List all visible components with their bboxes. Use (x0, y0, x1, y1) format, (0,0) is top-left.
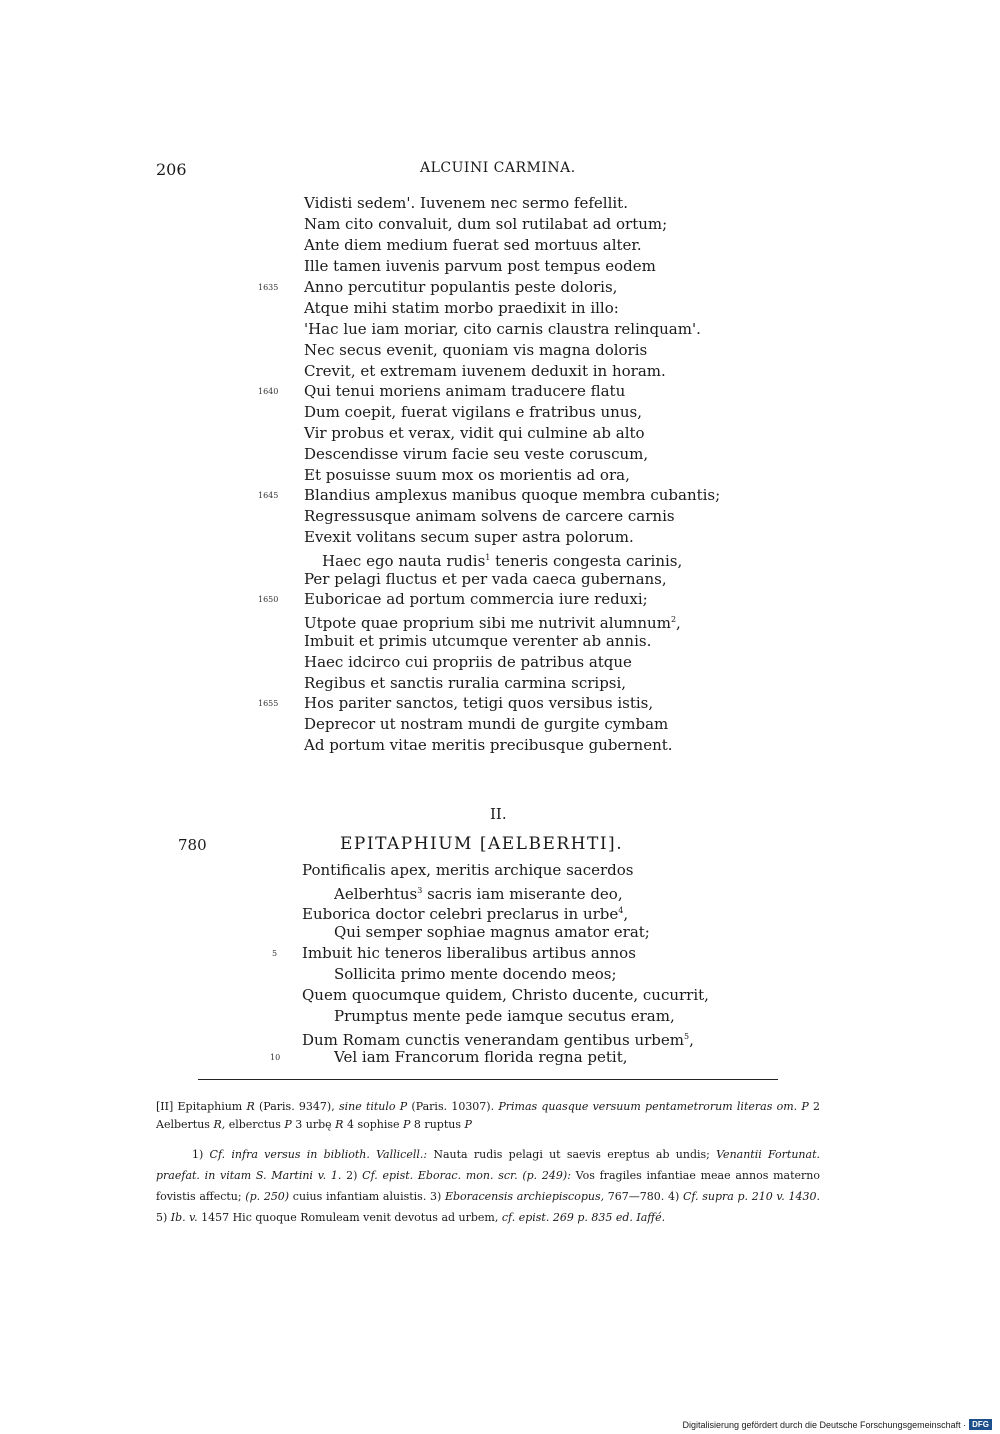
verse-line: Euboricae ad portum commercia iure reduxi; (304, 590, 648, 608)
footnote-marker: 5 (684, 1032, 690, 1041)
apparatus-text: 4 sophise (343, 1118, 404, 1131)
verse-line: Deprecor ut nostram mundi de gurgite cymbam (304, 715, 669, 733)
verse-line: Blandius amplexus manibus quoque membra cubantis; (304, 486, 721, 504)
verse-line: Nec secus evenit, quoniam vis magna doloris (304, 341, 648, 359)
apparatus-text: (Paris. 9347), (254, 1100, 339, 1113)
verse-text: Euborica doctor celebri preclarus in urbe (302, 905, 619, 923)
footnote-marker: 4 (618, 906, 624, 915)
apparatus-text: sine titulo P (338, 1100, 408, 1113)
section-number: II. (490, 805, 507, 823)
page-number: 206 (156, 160, 187, 179)
verse-line: Hos pariter sanctos, tetigi quos versibus istis, (304, 694, 654, 712)
section-title: EPITAPHIUM [AELBERHTI]. (340, 834, 624, 854)
verse-line: 'Hac lue iam moriar, cito carnis claustra relinquam'. (304, 320, 701, 338)
footnote-text: 5) (156, 1211, 171, 1224)
credit-text: Digitalisierung gefördert durch die Deutsche Forschungsgemeinschaft · (682, 1419, 967, 1430)
verse-line: Haec idcirco cui propriis de patribus atque (304, 653, 632, 671)
verse-line: Pontificalis apex, meritis archique sacerdos (302, 861, 634, 879)
verse-line: Regressusque animam solvens de carcere carnis (304, 507, 675, 525)
running-title: ALCUINI CARMINA. (420, 160, 576, 176)
apparatus-text: R (335, 1118, 344, 1131)
verse-line: Atque mihi statim morbo praedixit in illo: (304, 299, 619, 317)
section-year: 780 (178, 836, 207, 854)
verse-line: Evexit volitans secum super astra polorum. (304, 528, 634, 546)
verse-line: Imbuit hic teneros liberalibus artibus annos (302, 944, 636, 962)
apparatus-text: [II] Epitaphium (156, 1100, 247, 1113)
apparatus-text: 3 urbę (291, 1118, 336, 1131)
apparatus-text: R (246, 1100, 255, 1113)
footnotes (156, 1144, 820, 1228)
line-number: 1635 (258, 283, 279, 292)
footnote-paragraph (156, 1144, 820, 1228)
verse-text: , (623, 905, 629, 923)
apparatus-text: Primas quasque versuum pentametrorum literas om. P (498, 1100, 809, 1113)
footnote-text: 1) (192, 1148, 210, 1161)
footnote-text: cf. epist. 269 p. 835 ed. Iaffé. (501, 1211, 666, 1224)
line-number: 5 (272, 949, 278, 958)
footnote-text: Eboracensis archiepiscopus, (444, 1190, 605, 1203)
verse-line (322, 548, 682, 571)
footnote-text: (p. 250) (245, 1190, 290, 1203)
footnote-text: 767—780. 4) (604, 1190, 683, 1203)
apparatus-text: (Paris. 10307). (407, 1100, 499, 1113)
line-number: 1655 (258, 699, 279, 708)
verse-text: sacris iam miserante deo, (422, 885, 623, 903)
apparatus-text: R, (213, 1118, 226, 1131)
footnote-text: cuius infantiam aluistis. 3) (289, 1190, 445, 1203)
footnote-divider (198, 1079, 778, 1080)
footnote-text: 2) (341, 1169, 363, 1182)
verse-line: Descendisse virum facie seu veste coruscum, (304, 445, 649, 463)
footnote-marker: 1 (485, 553, 491, 562)
apparatus-text: 8 ruptus (410, 1118, 465, 1131)
apparatus-text: P (284, 1118, 292, 1131)
footnote-text: Cf. infra versus in biblioth. Vallicell.: (209, 1148, 428, 1161)
verse-line: Quem quocumque quidem, Christo ducente, cucurrit, (302, 986, 709, 1004)
verse-line: Per pelagi fluctus et per vada caeca gubernans, (304, 570, 667, 588)
verse-text: Aelberhtus (334, 885, 418, 903)
verse-line: Vidisti sedem'. Iuvenem nec sermo fefellit. (304, 194, 628, 212)
line-number: 10 (270, 1053, 281, 1062)
apparatus-text: elberctus (225, 1118, 285, 1131)
line-number: 1650 (258, 595, 279, 604)
verse-text: Haec ego nauta rudis (322, 552, 486, 570)
verse-line (302, 901, 628, 924)
verse-line (304, 610, 681, 633)
verse-line: Qui semper sophiae magnus amator erat; (334, 923, 650, 941)
footnote-text: Venantii Fortunat. praefat. in vitam S. Martini v. 1. (156, 1148, 820, 1182)
verse-line: Anno percutitur populantis peste doloris, (304, 278, 618, 296)
verse-text: , (689, 1031, 694, 1049)
verse-text: Utpote quae proprium sibi me nutrivit alumnum (304, 614, 671, 632)
footnote-text: Nauta rudis pelagi ut saevis ereptus ab undis; (427, 1148, 717, 1161)
footnote-text: Vos fragiles infantiae meae annos materno fovistis affectu; (156, 1169, 820, 1203)
verse-line: Vir probus et verax, vidit qui culmine ab alto (304, 424, 645, 442)
apparatus-text: 2 Aelbertus (156, 1100, 820, 1131)
verse-line: Et posuisse suum mox os morientis ad ora, (304, 466, 630, 484)
dfg-logo: DFG (969, 1419, 992, 1430)
verse-text: Dum Romam cunctis venerandam gentibus urbem (302, 1031, 685, 1049)
verse-line: Qui tenui moriens animam traducere flatu (304, 382, 626, 400)
verse-line: Dum coepit, fuerat vigilans e fratribus unus, (304, 403, 642, 421)
verse-line: Ad portum vitae meritis precibusque gubernent. (304, 736, 673, 754)
footnote-text: 1457 Hic quoque Romuleam venit devotus ad urbem, (197, 1211, 502, 1224)
verse-text: teneris congesta carinis, (490, 552, 683, 570)
footnote-marker: 2 (670, 615, 677, 624)
apparatus-text: P (464, 1118, 472, 1131)
digitization-credit (682, 1419, 992, 1430)
apparatus-text: P (403, 1118, 411, 1131)
verse-line: Regibus et sanctis ruralia carmina scripsi, (304, 674, 627, 692)
footnote-marker: 3 (417, 886, 423, 895)
line-number: 1645 (258, 491, 279, 500)
critical-apparatus (156, 1098, 820, 1134)
verse-line: Crevit, et extremam iuvenem deduxit in horam. (304, 362, 666, 380)
verse-line: Imbuit et primis utcumque verenter ab annis. (304, 632, 652, 650)
footnote-text: Cf. supra p. 210 v. 1430. (682, 1190, 820, 1203)
footnote-text: Ib. v. (170, 1211, 198, 1224)
verse-line: Ille tamen iuvenis parvum post tempus eodem (304, 257, 656, 275)
line-number: 1640 (258, 387, 279, 396)
verse-text: , (676, 614, 681, 632)
verse-line: Vel iam Francorum florida regna petit, (334, 1048, 628, 1066)
verse-line: Sollicita primo mente docendo meos; (334, 965, 617, 983)
verse-line: Prumptus mente pede iamque secutus eram, (334, 1007, 675, 1025)
verse-line: Ante diem medium fuerat sed mortuus alter. (304, 236, 642, 254)
verse-line: Nam cito convaluit, dum sol rutilabat ad ortum; (304, 215, 668, 233)
footnote-text: Cf. epist. Eborac. mon. scr. (p. 249): (362, 1169, 571, 1182)
